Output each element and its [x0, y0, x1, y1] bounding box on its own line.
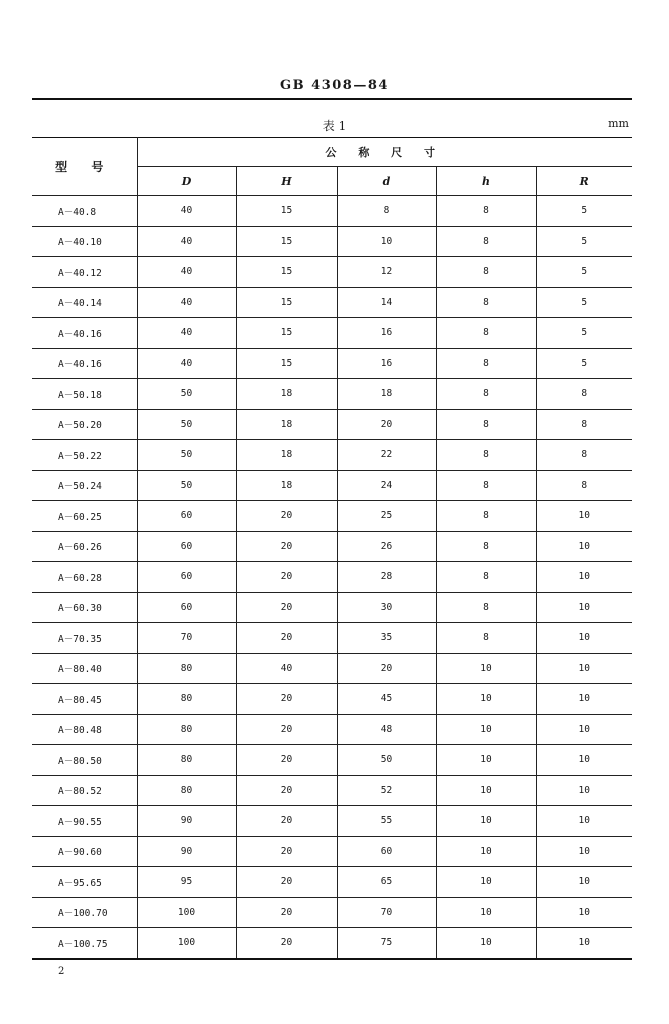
cell-R: 10	[536, 867, 632, 898]
table-row	[32, 867, 632, 898]
type-cell: A－60.28	[32, 562, 137, 593]
cell-H: 20	[236, 562, 337, 593]
table-row	[32, 470, 632, 501]
cell-R: 8	[536, 379, 632, 410]
cell-H: 20	[236, 897, 337, 928]
cell-d: 26	[337, 531, 436, 562]
unit-label: mm	[608, 117, 629, 130]
cell-d: 16	[337, 318, 436, 349]
type-cell: A－60.25	[32, 501, 137, 532]
type-cell: A－40.10	[32, 226, 137, 257]
table-row	[32, 928, 632, 959]
cell-D: 80	[137, 745, 236, 776]
type-cell: A－50.24	[32, 470, 137, 501]
cell-R: 8	[536, 440, 632, 471]
cell-d: 10	[337, 226, 436, 257]
cell-H: 20	[236, 928, 337, 959]
cell-d: 28	[337, 562, 436, 593]
type-cell: A－40.8	[32, 196, 137, 227]
cell-D: 100	[137, 897, 236, 928]
table-row	[32, 897, 632, 928]
column-header-R: R	[536, 167, 632, 196]
cell-D: 70	[137, 623, 236, 654]
cell-H: 18	[236, 440, 337, 471]
cell-d: 30	[337, 592, 436, 623]
cell-D: 80	[137, 714, 236, 745]
cell-H: 18	[236, 379, 337, 410]
cell-d: 22	[337, 440, 436, 471]
cell-h: 8	[436, 196, 536, 227]
dimensions-table	[32, 137, 632, 960]
cell-h: 8	[436, 348, 536, 379]
type-cell: A－80.50	[32, 745, 137, 776]
column-header-h: h	[436, 167, 536, 196]
table-row	[32, 745, 632, 776]
cell-d: 24	[337, 470, 436, 501]
cell-d: 75	[337, 928, 436, 959]
cell-R: 10	[536, 806, 632, 837]
cell-H: 20	[236, 745, 337, 776]
cell-D: 80	[137, 684, 236, 715]
cell-H: 20	[236, 531, 337, 562]
type-cell: A－40.16	[32, 318, 137, 349]
table-row	[32, 226, 632, 257]
cell-R: 10	[536, 623, 632, 654]
cell-D: 60	[137, 531, 236, 562]
cell-h: 8	[436, 562, 536, 593]
cell-R: 5	[536, 287, 632, 318]
table-row	[32, 409, 632, 440]
standard-number: GB 4308—84	[280, 78, 389, 93]
cell-H: 20	[236, 867, 337, 898]
column-header-d: d	[337, 167, 436, 196]
cell-h: 8	[436, 531, 536, 562]
table-row	[32, 196, 632, 227]
type-cell: A－50.22	[32, 440, 137, 471]
cell-D: 40	[137, 226, 236, 257]
cell-H: 15	[236, 196, 337, 227]
page-number: 2	[58, 966, 65, 977]
cell-H: 20	[236, 623, 337, 654]
table-body	[32, 196, 632, 959]
type-cell: A－90.55	[32, 806, 137, 837]
cell-R: 10	[536, 714, 632, 745]
column-header-H: H	[236, 167, 337, 196]
type-cell: A－100.70	[32, 897, 137, 928]
cell-R: 10	[536, 684, 632, 715]
cell-h: 10	[436, 684, 536, 715]
cell-D: 50	[137, 379, 236, 410]
cell-H: 15	[236, 226, 337, 257]
cell-h: 10	[436, 897, 536, 928]
cell-h: 10	[436, 745, 536, 776]
cell-R: 10	[536, 531, 632, 562]
cell-D: 100	[137, 928, 236, 959]
cell-D: 40	[137, 287, 236, 318]
cell-H: 20	[236, 684, 337, 715]
cell-h: 10	[436, 714, 536, 745]
table-row	[32, 379, 632, 410]
table-row	[32, 501, 632, 532]
cell-D: 80	[137, 775, 236, 806]
table-row	[32, 531, 632, 562]
cell-H: 20	[236, 836, 337, 867]
table-row	[32, 653, 632, 684]
table-row	[32, 318, 632, 349]
cell-d: 60	[337, 836, 436, 867]
type-cell: A－80.48	[32, 714, 137, 745]
cell-D: 50	[137, 440, 236, 471]
cell-R: 8	[536, 409, 632, 440]
type-cell: A－60.30	[32, 592, 137, 623]
cell-H: 18	[236, 470, 337, 501]
type-cell: A－80.52	[32, 775, 137, 806]
cell-h: 10	[436, 806, 536, 837]
cell-h: 8	[436, 379, 536, 410]
type-cell: A－40.14	[32, 287, 137, 318]
cell-h: 8	[436, 409, 536, 440]
cell-h: 10	[436, 928, 536, 959]
cell-H: 20	[236, 714, 337, 745]
cell-d: 18	[337, 379, 436, 410]
table-row	[32, 836, 632, 867]
cell-d: 50	[337, 745, 436, 776]
cell-H: 20	[236, 501, 337, 532]
table-caption: 表 1	[322, 119, 347, 133]
cell-d: 70	[337, 897, 436, 928]
type-column-header: 型 号	[32, 138, 137, 196]
table-row	[32, 592, 632, 623]
table-row	[32, 257, 632, 288]
cell-H: 15	[236, 318, 337, 349]
cell-R: 10	[536, 592, 632, 623]
cell-R: 10	[536, 501, 632, 532]
cell-D: 40	[137, 318, 236, 349]
column-header-D: D	[137, 167, 236, 196]
type-cell: A－60.26	[32, 531, 137, 562]
cell-d: 55	[337, 806, 436, 837]
cell-R: 5	[536, 348, 632, 379]
nominal-size-header: 公 称 尺 寸	[137, 138, 632, 167]
cell-H: 20	[236, 775, 337, 806]
cell-H: 18	[236, 409, 337, 440]
cell-h: 8	[436, 318, 536, 349]
cell-d: 35	[337, 623, 436, 654]
cell-d: 48	[337, 714, 436, 745]
type-cell: A－80.45	[32, 684, 137, 715]
cell-d: 16	[337, 348, 436, 379]
table-row	[32, 348, 632, 379]
cell-D: 60	[137, 562, 236, 593]
table-row	[32, 562, 632, 593]
cell-H: 15	[236, 287, 337, 318]
cell-R: 10	[536, 775, 632, 806]
type-cell: A－95.65	[32, 867, 137, 898]
cell-d: 25	[337, 501, 436, 532]
cell-D: 90	[137, 836, 236, 867]
cell-h: 8	[436, 440, 536, 471]
cell-R: 10	[536, 653, 632, 684]
cell-R: 5	[536, 226, 632, 257]
cell-H: 20	[236, 806, 337, 837]
cell-d: 20	[337, 409, 436, 440]
cell-D: 90	[137, 806, 236, 837]
cell-D: 80	[137, 653, 236, 684]
header-rule	[32, 98, 632, 100]
cell-d: 8	[337, 196, 436, 227]
type-cell: A－50.20	[32, 409, 137, 440]
table-header-row	[32, 138, 632, 167]
cell-d: 65	[337, 867, 436, 898]
cell-H: 15	[236, 257, 337, 288]
cell-D: 40	[137, 348, 236, 379]
cell-D: 95	[137, 867, 236, 898]
cell-H: 15	[236, 348, 337, 379]
cell-R: 10	[536, 562, 632, 593]
cell-D: 40	[137, 257, 236, 288]
cell-d: 12	[337, 257, 436, 288]
type-cell: A－50.18	[32, 379, 137, 410]
type-cell: A－90.60	[32, 836, 137, 867]
cell-H: 20	[236, 592, 337, 623]
type-cell: A－100.75	[32, 928, 137, 959]
cell-R: 10	[536, 836, 632, 867]
cell-h: 8	[436, 226, 536, 257]
cell-h: 10	[436, 836, 536, 867]
cell-d: 45	[337, 684, 436, 715]
cell-h: 10	[436, 775, 536, 806]
table-row	[32, 623, 632, 654]
type-cell: A－40.16	[32, 348, 137, 379]
cell-h: 8	[436, 592, 536, 623]
cell-R: 10	[536, 897, 632, 928]
table-row	[32, 684, 632, 715]
cell-h: 10	[436, 867, 536, 898]
cell-h: 8	[436, 501, 536, 532]
cell-R: 10	[536, 928, 632, 959]
cell-d: 14	[337, 287, 436, 318]
cell-D: 60	[137, 501, 236, 532]
cell-d: 52	[337, 775, 436, 806]
cell-R: 8	[536, 470, 632, 501]
cell-R: 5	[536, 318, 632, 349]
type-cell: A－70.35	[32, 623, 137, 654]
cell-h: 8	[436, 257, 536, 288]
type-cell: A－40.12	[32, 257, 137, 288]
cell-R: 5	[536, 257, 632, 288]
cell-R: 5	[536, 196, 632, 227]
cell-h: 8	[436, 470, 536, 501]
table-row	[32, 775, 632, 806]
cell-h: 8	[436, 623, 536, 654]
cell-D: 50	[137, 470, 236, 501]
cell-h: 8	[436, 287, 536, 318]
table-row	[32, 287, 632, 318]
cell-H: 40	[236, 653, 337, 684]
table-row	[32, 440, 632, 471]
cell-D: 40	[137, 196, 236, 227]
cell-D: 50	[137, 409, 236, 440]
cell-R: 10	[536, 745, 632, 776]
table-row	[32, 806, 632, 837]
table-row	[32, 714, 632, 745]
cell-d: 20	[337, 653, 436, 684]
cell-h: 10	[436, 653, 536, 684]
type-cell: A－80.40	[32, 653, 137, 684]
cell-D: 60	[137, 592, 236, 623]
